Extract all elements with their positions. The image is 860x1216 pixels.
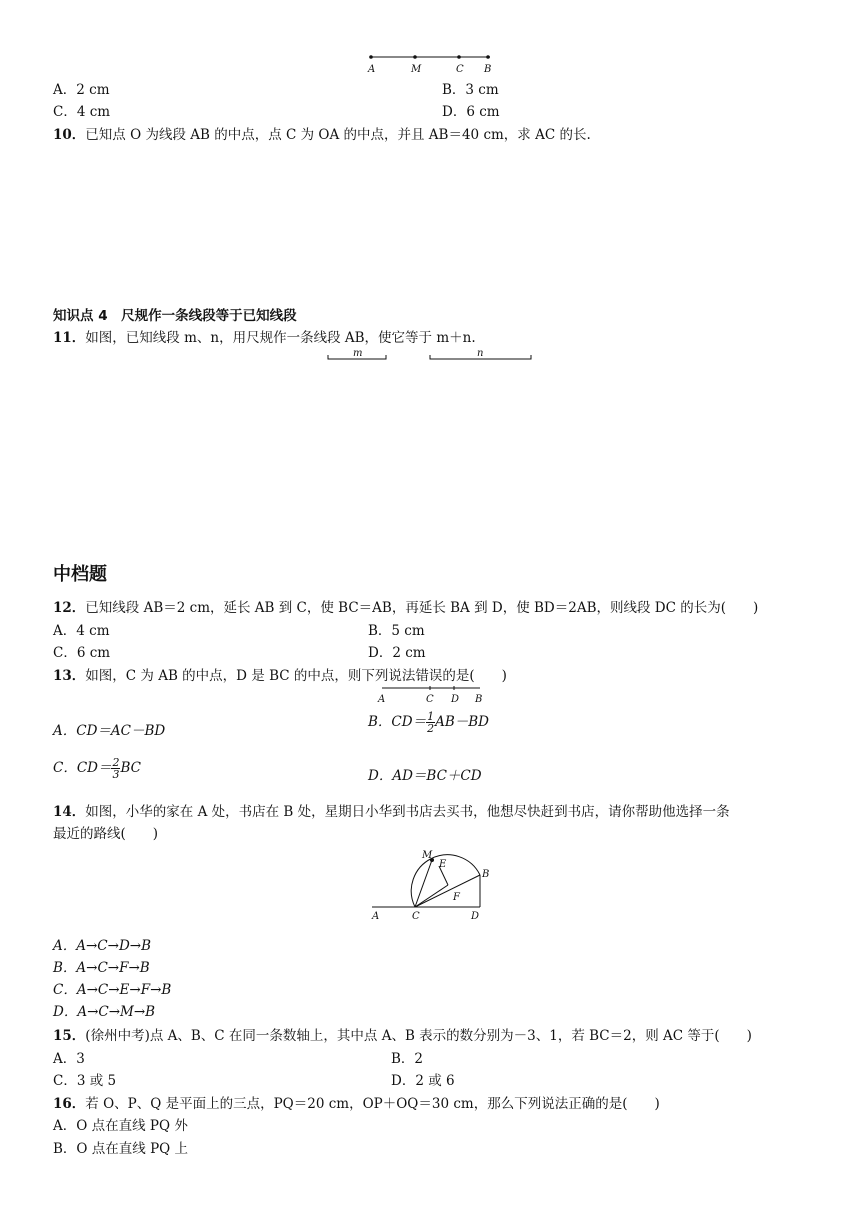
- q16-text: 若 O、P、Q 是平面上的三点，PQ＝20 cm，OP＋OQ＝30 cm，那么下列说法正确的是( ): [85, 1096, 660, 1112]
- q11-number: 11．: [53, 330, 86, 346]
- q16: [53, 1092, 660, 1112]
- q15-number: 15．: [53, 1028, 86, 1044]
- q12-number: 12．: [53, 600, 86, 616]
- q14-label-a: A: [372, 911, 380, 922]
- q14-option-c: C．A→C→E→F→B: [53, 982, 172, 998]
- q14-label-d: D: [471, 911, 480, 922]
- q15-option-a: A．3: [53, 1051, 85, 1067]
- section-4-title: 知识点 4 尺规作一条线段等于已知线段: [53, 308, 297, 324]
- q16-number: 16．: [53, 1096, 86, 1112]
- q13-option-a: A．CD＝AC－BD: [53, 723, 166, 739]
- q11: [53, 326, 476, 346]
- q9-option-d: D．6 cm: [442, 104, 500, 120]
- q9-figure: [362, 50, 502, 76]
- q13-number: 13．: [53, 668, 86, 684]
- section-mid-title: 中档题: [53, 564, 107, 585]
- q12-option-b: B．5 cm: [368, 623, 425, 639]
- q9-option-a: A．2 cm: [53, 82, 110, 98]
- q14-number: 14．: [53, 804, 86, 820]
- q12-option-c: C．6 cm: [53, 645, 111, 661]
- q9-option-c: C．4 cm: [53, 104, 111, 120]
- q13-text: 如图，C 为 AB 的中点，D 是 BC 的中点，则下列说法错误的是( ): [85, 668, 507, 684]
- q15-text: (徐州中考)点 A、B、C 在同一条数轴上，其中点 A、B 表示的数分别为－3、1，若 BC＝2，则 AC 等于( ): [85, 1028, 752, 1044]
- q11-label-n: n: [477, 348, 484, 359]
- q12-option-a: A．4 cm: [53, 623, 110, 639]
- q13-figure: [372, 682, 492, 708]
- q12: [53, 596, 758, 616]
- q11-segment-n: [428, 345, 534, 363]
- q11-text: 如图，已知线段 m、n，用尺规作一条线段 AB，使它等于 m＋n.: [85, 330, 476, 346]
- q13-option-b: B．CD＝ $\frac{1}{2}$ AB－BD: [368, 710, 489, 735]
- q15: [53, 1024, 752, 1044]
- q14-label-m: M: [422, 850, 433, 861]
- q9-label-a: A: [368, 64, 376, 75]
- q16-option-a: A．O 点在直线 PQ 外: [53, 1118, 188, 1134]
- q14-line1: [53, 800, 730, 820]
- q14-line2: 最近的路线( ): [53, 826, 159, 842]
- q13-label-a: A: [378, 694, 386, 705]
- q13-option-c: C．CD＝ $\frac{2}{3}$ BC: [53, 756, 141, 781]
- q14-option-a: A．A→C→D→B: [53, 938, 152, 954]
- q9-label-m: M: [411, 64, 422, 75]
- q16-option-b: B．O 点在直线 PQ 上: [53, 1141, 189, 1157]
- q13-option-d: D．AD＝BC＋CD: [368, 768, 482, 784]
- q12-text: 已知线段 AB＝2 cm，延长 AB 到 C，使 BC＝AB，再延长 BA 到 D，使 BD＝2AB，则线段 DC 的长为( ): [85, 600, 759, 616]
- q9-label-c: C: [456, 64, 464, 75]
- q13: [53, 664, 507, 684]
- q10-text: 已知点 O 为线段 AB 的中点，点 C 为 OA 的中点，并且 AB＝40 cm，求 AC 的长.: [85, 127, 591, 143]
- q10-number: 10．: [53, 127, 86, 143]
- q9-label-b: B: [484, 64, 492, 75]
- q14-label-c: C: [412, 911, 420, 922]
- q13-label-d: D: [451, 694, 460, 705]
- q14-option-b: B．A→C→F→B: [53, 960, 150, 976]
- q13-b-fraction: $\frac{1}{2}$: [427, 710, 435, 735]
- q13-label-c: C: [426, 694, 434, 705]
- q15-option-d: D．2 或 6: [391, 1073, 455, 1089]
- q14-label-f: F: [453, 892, 460, 903]
- q14-label-e: E: [439, 859, 447, 870]
- q14-label-b: B: [482, 869, 490, 880]
- q11-label-m: m: [353, 348, 363, 359]
- q12-option-d: D．2 cm: [368, 645, 426, 661]
- q11-segment-m: [326, 345, 390, 363]
- q13-label-b: B: [475, 694, 483, 705]
- q14-text: 如图，小华的家在 A 处，书店在 B 处，星期日小华到书店去买书，他想尽快赶到书店，请你帮助他选择一条: [85, 804, 730, 820]
- q10: [53, 123, 591, 143]
- q13-c-fraction: $\frac{2}{3}$: [112, 756, 120, 781]
- q14-figure: [368, 845, 498, 925]
- q15-option-b: B．2: [391, 1051, 424, 1067]
- q14-option-d: D．A→C→M→B: [53, 1004, 156, 1020]
- q9-option-b: B．3 cm: [442, 82, 499, 98]
- q15-option-c: C．3 或 5: [53, 1073, 117, 1089]
